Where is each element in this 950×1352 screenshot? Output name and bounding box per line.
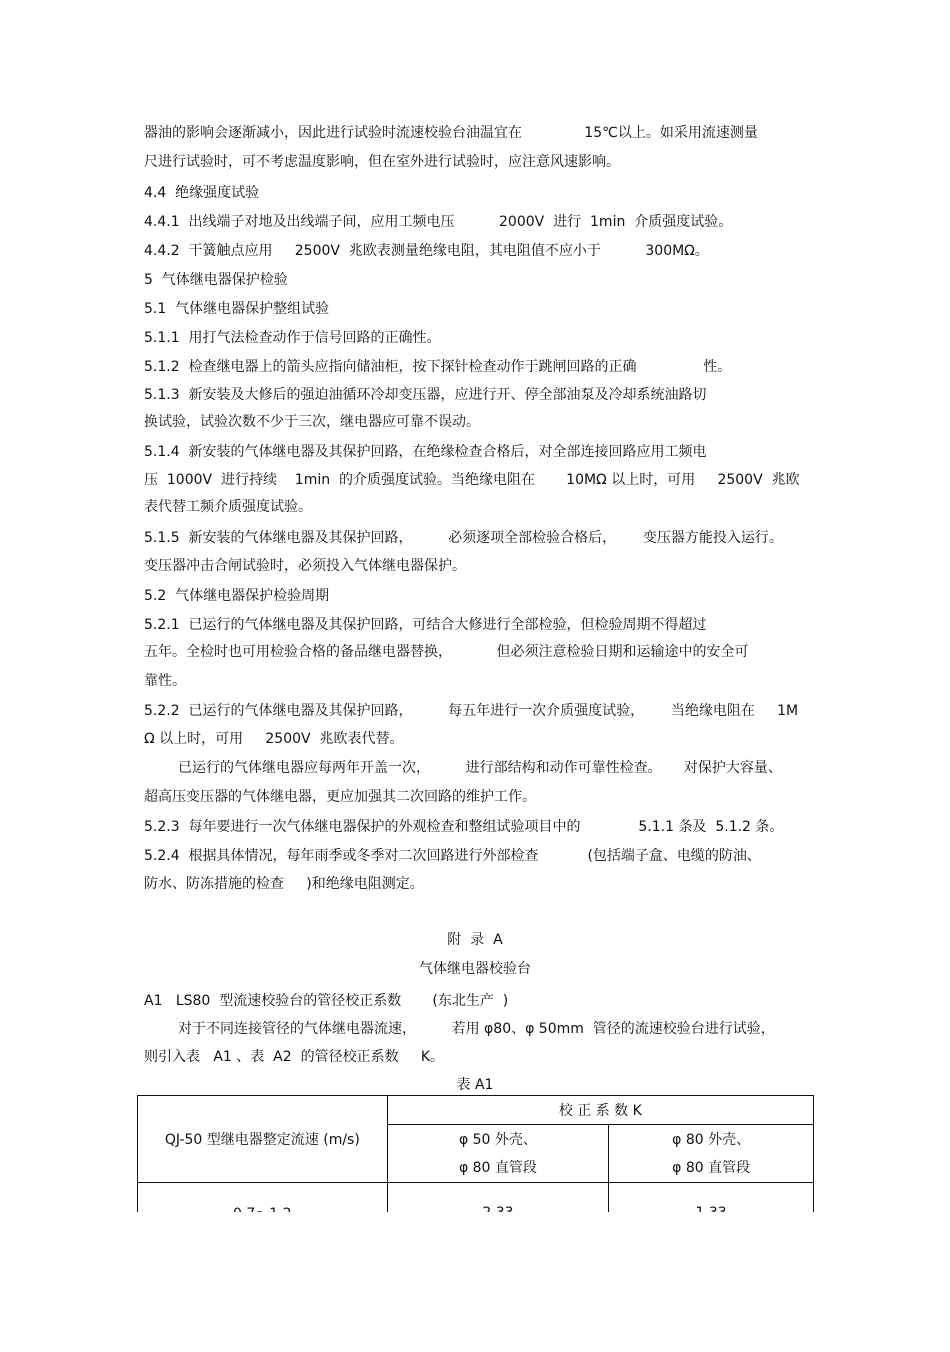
text-line: 4.4.2 干簧触点应用 2500V 兆欧表测量绝缘电阻，其电阻值不应小于 300MΩ。	[144, 243, 709, 259]
col-header-line: φ 80 直管段	[458, 1159, 537, 1176]
col-header-line: φ 80 直管段	[672, 1159, 751, 1176]
col-header-cell	[387, 1125, 609, 1183]
text-line: 器油的影响会逐渐减小，因此进行试验时流速校验台油温宜在 15℃以上。如采用流速测量	[144, 125, 758, 141]
text-line: 5.1.5 新安装的气体继电器及其保护回路， 必须逐项全部检验合格后， 变压器方能投入运行。	[144, 530, 783, 546]
page-cutoff	[0, 1212, 950, 1352]
text-line: 5.2.1 已运行的气体继电器及其保护回路，可结合大修进行全部检验，但检验周期不得超过	[144, 617, 707, 633]
table-row	[138, 1096, 814, 1125]
section-heading: 5.1 气体继电器保护整组试验	[144, 301, 330, 317]
section-heading: 4.4 绝缘强度试验	[144, 185, 260, 201]
appendix-heading: 附 录 A	[447, 932, 503, 948]
col-header-cell	[609, 1125, 814, 1183]
text-line: 表代替工频介质强度试验。	[144, 499, 312, 515]
text-line: 换试验，试验次数不少于三次，继电器应可靠不误动。	[144, 414, 480, 430]
row-header: QJ-50 型继电器整定流速 (m/s)	[164, 1132, 360, 1148]
text-line: 5.2.4 根据具体情况，每年雨季或冬季对二次回路进行外部检查 (包括端子盒、电缆的防油、	[144, 848, 761, 864]
text-line: 5.1.4 新安装的气体继电器及其保护回路，在绝缘检查合格后，对全部连接回路应用工频电	[144, 444, 707, 460]
section-heading: 5.2 气体继电器保护检验周期	[144, 588, 330, 604]
text-line: 4.4.1 出线端子对地及出线端子间，应用工频电压 2000V 进行 1min 介质强度试验。	[144, 214, 733, 230]
text-line: 已运行的气体继电器应每两年开盖一次， 进行部结构和动作可靠性检查。 对保护大容量、	[178, 760, 782, 776]
section-heading: 5 气体继电器保护检验	[144, 272, 288, 288]
text-line: 防水、防冻措施的检查 )和绝缘电阻测定。	[144, 876, 424, 892]
text-line: 则引入表 A1 、表 A2 的管径校正系数 K。	[144, 1049, 445, 1065]
table-title: 表 A1	[456, 1077, 494, 1093]
text-line: 变压器冲击合闸试验时，必须投入气体继电器保护。	[144, 558, 466, 574]
text-line: Ω 以上时，可用 2500V 兆欧表代替。	[144, 731, 404, 747]
text-line: 5.1.2 检查继电器上的箭头应指向储油柜，按下探针检查动作于跳闸回路的正确 性。	[144, 359, 732, 375]
text-line: 5.2.2 已运行的气体继电器及其保护回路， 每五年进行一次介质强度试验， 当绝缘电阻在 1M	[144, 703, 799, 719]
row-header-cell	[138, 1096, 388, 1183]
col-header-line: φ 80 外壳、	[672, 1131, 751, 1148]
text-line: 五年。全检时也可用检验合格的备品继电器替换， 但必须注意检验日期和运输途中的安全可	[144, 644, 749, 660]
col-header-line: φ 50 外壳、	[458, 1131, 537, 1148]
text-line: 5.1.1 用打气法检查动作于信号回路的正确性。	[144, 330, 441, 346]
text-line: 超高压变压器的气体继电器，更应加强其二次回路的维护工作。	[144, 789, 536, 805]
a1-heading: A1 LS80 型流速校验台的管径校正系数 (东北生产 )	[144, 993, 509, 1009]
coef-header-cell	[387, 1096, 813, 1125]
text-line: 对于不同连接管径的气体继电器流速， 若用 φ80、φ 50mm 管径的流速校验台进行试验，	[178, 1021, 775, 1037]
text-line: 压 1000V 进行持续 1min 的介质强度试验。当绝缘电阻在 10MΩ 以上时，可用 2500V 兆欧	[144, 472, 800, 488]
text-line: 5.2.3 每年要进行一次气体继电器保护的外观检查和整组试验项目中的 5.1.1 条及 5.1.2 条。	[144, 819, 784, 835]
text-line: 靠性。	[144, 673, 186, 689]
coef-header: 校 正 系 数 K	[558, 1103, 642, 1119]
text-line: 尺进行试验时，可不考虑温度影响，但在室外进行试验时，应注意风速影响。	[144, 154, 620, 170]
text-line: 5.1.3 新安装及大修后的强迫油循环冷却变压器，应进行开、停全部油泵及冷却系统油路切	[144, 387, 707, 403]
appendix-subheading: 气体继电器校验台	[419, 961, 531, 977]
